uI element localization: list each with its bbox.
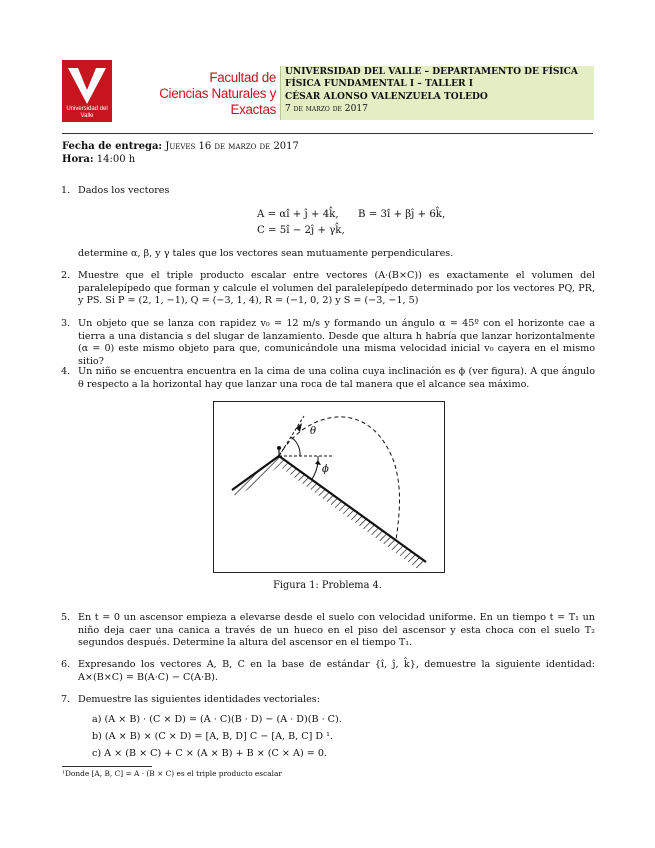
problem-5	[61, 612, 595, 650]
university-logo	[62, 60, 112, 122]
problem-4	[61, 366, 595, 391]
header-divider	[62, 133, 593, 134]
problem-2-text: Muestre que el triple producto escalar entre vectores (A·(B×C)) es exactamente el volumen del paralelepípedo que forman y calcule el volumen del paralelepípedo determinado por los vectores PQ, PR, y PS. Si P = (2, 1, −1), Q = (−3, 1, 4), R = (−1, 0, 2) y S = (−3, −1, 5)	[78, 270, 595, 307]
problem-3	[61, 318, 595, 368]
theta-label: θ	[310, 426, 317, 437]
vector-b: B = 3î + βĵ + 6k̂,	[358, 209, 446, 220]
header-info-box	[280, 66, 594, 120]
footnote: ¹Donde [A, B, C] = A · (B × C) es el triple producto escalar	[62, 769, 282, 778]
problem-2	[61, 270, 595, 308]
time-value: 14:00 h	[96, 154, 136, 165]
identity-c: c) A × (B × C) + C × (A × B) + B × (C × A) = 0.	[92, 748, 327, 759]
problem-number: 7.	[61, 694, 71, 705]
problem-3-text: Un objeto que se lanza con rapidez v₀ = 12 m/s y formando un ángulo α = 45º con el horizonte cae a tierra a una distancia s del slugar de lanzamiento. Desde que altura h habría que lanzar horizontalmente (α = 0) este mismo objeto para que, comunicándole una misma velocidad inicial v₀ cayera en el mismo sitio?	[78, 318, 595, 367]
author-line: CÉSAR ALONSO VALENZUELA TOLEDO	[285, 90, 488, 102]
time-label: Hora:	[62, 154, 94, 165]
vector-a: A = αî + ĵ + 4k̂,	[257, 209, 339, 220]
date-line: 7 de marzo de 2017	[285, 103, 368, 114]
faculty-line-2: Ciencias Naturales y Exactas	[159, 86, 276, 117]
identity-a: a) (A × B) · (C × D) = (A · C)(B · D) − (A · D)(B · C).	[92, 714, 342, 725]
faculty-name	[118, 70, 276, 118]
problem-7-intro: Demuestre las siguientes identidades vectoriales:	[78, 694, 320, 705]
university-line: UNIVERSIDAD DEL VALLE – DEPARTAMENTO DE FÍSICA	[285, 66, 578, 77]
problem-number: 6.	[61, 659, 71, 670]
problem-number: 5.	[61, 612, 71, 623]
vector-c: C = 5î − 2ĵ + γk̂,	[257, 225, 345, 236]
figure-hill-projectile	[213, 401, 445, 573]
faculty-line-1: Facultad de	[209, 70, 276, 85]
due-time	[62, 153, 135, 166]
problem-1	[61, 185, 595, 198]
problem-6	[61, 659, 595, 684]
problem-7	[61, 694, 595, 707]
problem-number: 2.	[61, 270, 71, 281]
problem-number: 4.	[61, 366, 71, 377]
problem-6-text: Expresando los vectores A, B, C en la base de estándar {î, ĵ, k̂}, demuestre la siguiente identidad: A×(B×C) = B(A·C) − C(A·B).	[78, 659, 595, 683]
phi-label: ϕ	[322, 464, 329, 475]
course-line: FÍSICA FUNDAMENTAL I – TALLER I	[285, 78, 473, 90]
footnote-divider	[62, 766, 152, 767]
due-date	[62, 140, 299, 153]
problem-4-text: Un niño se encuentra encuentra en la cima de una colina cuya inclinación es ϕ (ver figura). A que ángulo θ respecto a la horizontal hay que lanzar una roca de tal manera que el alcance sea máximo.	[78, 366, 595, 390]
logo-text: Universidad del Valle	[66, 106, 108, 119]
due-label: Fecha de entrega:	[62, 141, 163, 152]
identity-b: b) (A × B) × (C × D) = [A, B, D] C − [A, B, C] D ¹.	[92, 731, 334, 742]
problem-5-text: En t = 0 un ascensor empieza a elevarse desde el suelo con velocidad uniforme. En un tiempo t = T₁ un niño deja caer una canica a través de un hueco en el piso del ascensor y esta choca con el suelo T₂ segundos después. Determine la altura del ascensor en el tiempo T₁.	[78, 612, 595, 649]
problem-1-intro: Dados los vectores	[78, 185, 170, 196]
problem-number: 3.	[61, 318, 71, 329]
due-value: Jueves 16 de marzo de 2017	[165, 141, 299, 152]
problem-1-outro: determine α, β, y γ tales que los vectores sean mutuamente perpendiculares.	[78, 248, 454, 259]
figure-caption: Figura 1: Problema 4.	[273, 580, 382, 591]
problem-number: 1.	[61, 185, 71, 196]
